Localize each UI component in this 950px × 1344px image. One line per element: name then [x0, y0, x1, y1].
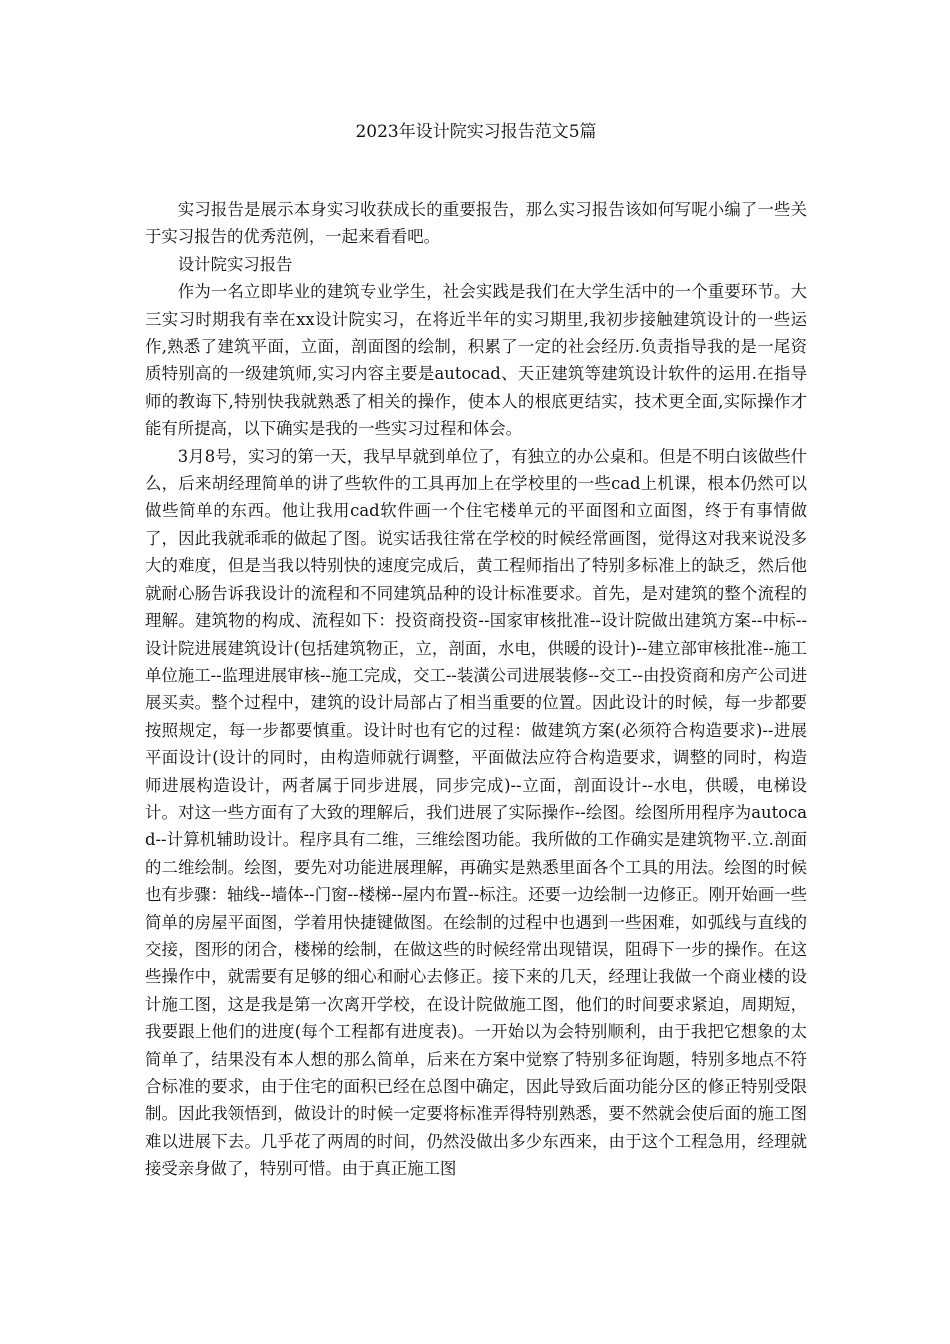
paragraph-body-2: 3月8号，实习的第一天，我早早就到单位了，有独立的办公桌和。但是不明白该做些什么，后来胡经理简单的讲了些软件的工具再加上在学校里的一些cad上机课，根本仍然可以做些简单的东西。他让我用cad软件画一个住宅楼单元的平面图和立面图，终于有事情做了，因此我就乖乖的做起了图。说实话我往常在学校的时候经常画图，觉得这对我来说没多大的难度，但是当我以特别快的速度完成后，黄工程师指出了特别多标准上的缺乏，然后他就耐心肠告诉我设计的流程和不同建筑品种的设计标准要求。首先，是对建筑的整个流程的理解。建筑物的构成、流程如下：投资商投资--国家审核批准--设计院做出建筑方案--中标--设计院进展建筑设计(包括建筑物正，立，剖面，水电，供暖的设计)--建立部审核批准--施工单位施工--监理进展审核--施工完成，交工--装潢公司进展装修--交工--由投资商和房产公司进展买卖。整个过程中，建筑的设计局部占了相当重要的位置。因此设计的时候，每一步都要按照规定，每一步都要慎重。设计时也有它的过程：做建筑方案(必须符合构造要求)--进展平面设计(设计的同时，由构造师就行调整，平面做法应符合构造要求，调整的同时，构造师进展构造设计，两者属于同步进展，同步完成)--立面，剖面设计--水电，供暖，电梯设计。对这一些方面有了大致的理解后，我们进展了实际操作--绘图。绘图所用程序为autocad--计算机辅助设计。程序具有二维，三维绘图功能。我所做的工作确实是建筑物平.立.剖面的二维绘制。绘图，要先对功能进展理解，再确实是熟悉里面各个工具的用法。绘图的时候也有步骤：轴线--墙体--门窗--楼梯--屋内布置--标注。还要一边绘制一边修正。刚开始画一些简单的房屋平面图，学着用快捷键做图。在绘制的过程中也遇到一些困难，如弧线与直线的交接，图形的闭合，楼梯的绘制，在做这些的时候经常出现错误，阻碍下一步的操作。在这些操作中，就需要有足够的细心和耐心去修正。接下来的几天，经理让我做一个商业楼的设计施工图，这是我是第一次离开学校，在设计院做施工图，他们的时间要求紧迫，周期短，我要跟上他们的进度(每个工程都有进度表)。一开始以为会特别顺利，由于我把它想象的太简单了，结果没有本人想的那么简单，后来在方案中觉察了特别多征询题，特别多地点不符合标准的要求，由于住宅的面积已经在总图中确定，因此导致后面功能分区的修正特别受限制。因此我领悟到，做设计的时候一定要将标准弄得特别熟悉，要不然就会使后面的施工图难以进展下去。几乎花了两周的时间，仍然没做出多少东西来，由于这个工程急用，经理就接受亲身做了，特别可惜。由于真正施工图	[145, 446, 807, 1179]
document-page	[145, 118, 807, 1183]
document-title: 2023年设计院实习报告范文5篇	[355, 122, 597, 142]
paragraph-body-1: 作为一名立即毕业的建筑专业学生，社会实践是我们在大学生活中的一个重要环节。大三实习时期我有幸在xx设计院实习，在将近半年的实习期里,我初步接触建筑设计的一些运作,熟悉了建筑平面，立面，剖面图的绘制，积累了一定的社会经历.负责指导我的是一尾资质特别高的一级建筑师,实习内容主要是autocad、天正建筑等建筑设计软件的运用.在指导师的教诲下,特别快我就熟悉了相关的操作，使本人的根底更结实，技术更全面,实际操作才能有所提高，以下确实是我的一些实习过程和体会。	[145, 282, 807, 439]
paragraph-heading: 设计院实习报告	[177, 254, 293, 274]
paragraph-intro: 实习报告是展示本身实习收获成长的重要报告，那么实习报告该如何写呢小编了一些关于实习报告的优秀范例，一起来看看吧。	[145, 200, 807, 247]
